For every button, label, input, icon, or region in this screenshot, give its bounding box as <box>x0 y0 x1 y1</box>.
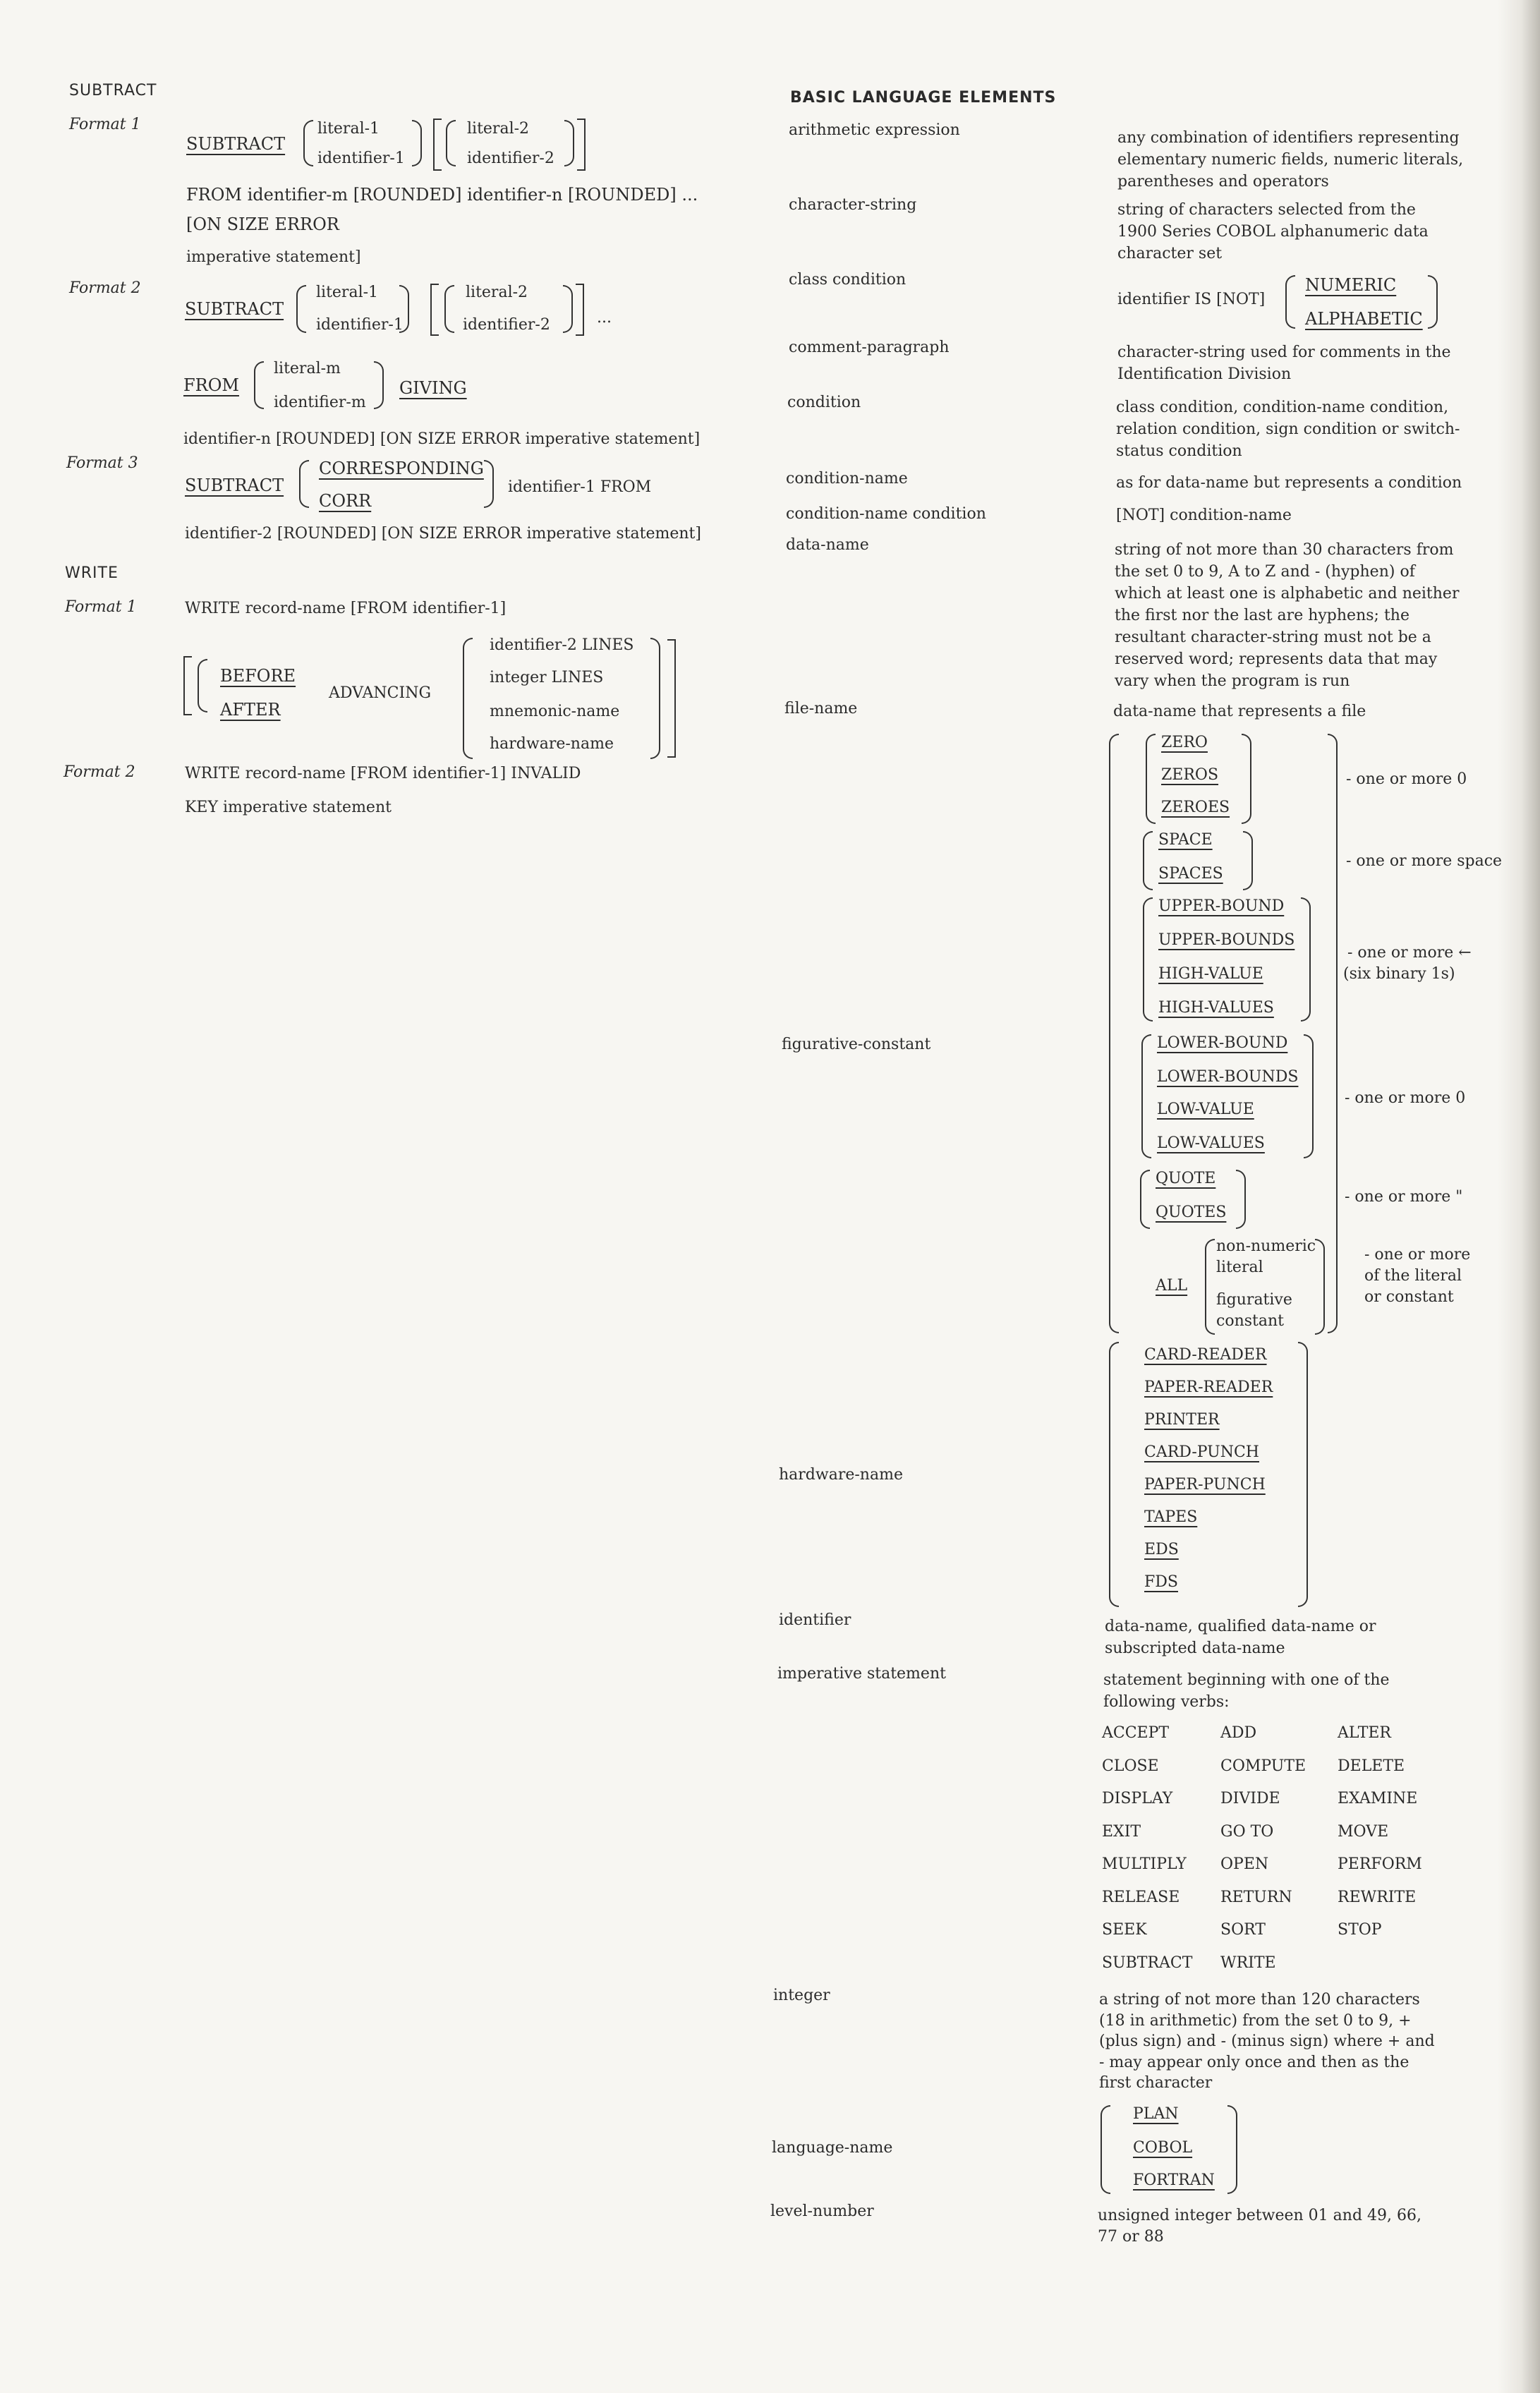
lang-fortran: FORTRAN <box>1133 2171 1215 2189</box>
format2-last-line: identifier-n [ROUNDED] [ON SIZE ERROR imperative statement] <box>183 430 701 448</box>
write-format2-label: Format 2 <box>63 763 135 781</box>
format2-label: Format 2 <box>69 279 141 297</box>
verb-cell: ACCEPT <box>1102 1724 1170 1742</box>
term-file-name: file-name <box>784 700 858 717</box>
verb-cell: EXAMINE <box>1338 1790 1418 1807</box>
verb-cell: DISPLAY <box>1102 1790 1173 1807</box>
advancing-keyword: ADVANCING <box>329 684 432 702</box>
before-keyword: BEFORE <box>220 666 296 686</box>
format3-identifier-from: identifier-1 FROM <box>508 478 652 496</box>
brace-right <box>1227 2105 1237 2194</box>
verb-cell: ADD <box>1220 1724 1257 1742</box>
basic-elements-heading: BASIC LANGUAGE ELEMENTS <box>790 89 1057 107</box>
verb-cell: RELEASE <box>1102 1888 1180 1906</box>
fig-low-value: LOW-VALUE <box>1157 1101 1254 1118</box>
fig-quotes: QUOTES <box>1156 1204 1227 1221</box>
write-heading: WRITE <box>65 564 119 582</box>
fig-upper-note-1: - one or more ← <box>1347 944 1472 962</box>
term-comment-paragraph: comment-paragraph <box>789 339 950 356</box>
fig-zero: ZERO <box>1161 734 1208 751</box>
term-arithmetic-expression: arithmetic expression <box>789 121 960 139</box>
hardware-item: PAPER-PUNCH <box>1144 1476 1266 1494</box>
format3-line2: identifier-2 [ROUNDED] [ON SIZE ERROR imperative statement] <box>185 525 701 543</box>
corresponding-keyword: CORRESPONDING <box>319 459 484 478</box>
fig-low-values: LOW-VALUES <box>1157 1134 1265 1152</box>
fig-lower-bound: LOWER-BOUND <box>1157 1034 1288 1052</box>
brace-left <box>446 120 456 166</box>
brace-right <box>1242 734 1251 824</box>
brace-right <box>564 120 574 166</box>
brace-left <box>296 285 306 333</box>
fig-all-note: - one or more of the literal or constant <box>1364 1246 1471 1306</box>
def-arithmetic-expression: any combination of identifiers representing elementary numeric fields, numeric literals, parentheses and operators <box>1117 129 1464 190</box>
fig-spaces: SPACES <box>1158 865 1223 883</box>
term-class-condition: class condition <box>789 271 907 289</box>
brace-right <box>1315 1239 1325 1335</box>
hardware-item: PRINTER <box>1144 1411 1220 1429</box>
def-comment-paragraph: character-string used for comments in the Identification Division <box>1117 344 1451 383</box>
identifier-1: identifier-1 <box>316 316 404 334</box>
advancing-option-1: identifier-2 LINES <box>490 636 634 654</box>
verb-cell: PERFORM <box>1338 1855 1422 1873</box>
hardware-item: TAPES <box>1144 1508 1198 1526</box>
subtract-keyword: SUBTRACT <box>185 299 284 319</box>
write-format2-line1: WRITE record-name [FROM identifier-1] INVALID <box>185 765 581 782</box>
brace-right <box>563 285 573 333</box>
format1-imperative: imperative statement] <box>186 248 361 266</box>
term-data-name: data-name <box>786 536 869 554</box>
fig-upper-bound: UPPER-BOUND <box>1158 897 1285 915</box>
def-imperative-statement: statement beginning with one of the following verbs: <box>1103 1671 1390 1711</box>
format1-label: Format 1 <box>69 116 141 133</box>
fig-lower-bounds: LOWER-BOUNDS <box>1157 1068 1299 1086</box>
class-condition-prefix: identifier IS [NOT] <box>1117 291 1266 308</box>
def-file-name: data-name that represents a file <box>1113 703 1366 720</box>
subtract-heading: SUBTRACT <box>69 82 157 99</box>
term-integer: integer <box>773 1987 830 2004</box>
def-integer: a string of not more than 120 characters (18 in arithmetic) from the set 0 to 9, + (plus sign) and - (minus sign) where + and - may appear only once and then as the first character <box>1099 1991 1435 2092</box>
write-format1-label: Format 1 <box>65 598 137 616</box>
brace-left <box>299 460 309 508</box>
verb-cell: ALTER <box>1338 1724 1392 1742</box>
verb-cell: GO TO <box>1220 1822 1274 1841</box>
verb-cell: MULTIPLY <box>1102 1855 1187 1873</box>
fig-zeros: ZEROS <box>1161 766 1219 784</box>
verb-cell: MOVE <box>1338 1822 1389 1841</box>
brace-left-outer <box>1109 734 1119 1333</box>
hardware-item: CARD-PUNCH <box>1144 1443 1259 1461</box>
bracket-left <box>430 284 439 336</box>
literal-1: literal-1 <box>317 120 380 138</box>
fig-zeroes: ZEROES <box>1161 799 1230 816</box>
giving-keyword: GIVING <box>399 378 467 398</box>
brace-right <box>650 638 660 759</box>
from-keyword: FROM <box>183 375 239 395</box>
fig-all-option-2: figurative constant <box>1216 1291 1292 1330</box>
term-hardware-name: hardware-name <box>779 1466 903 1484</box>
subtract-keyword: SUBTRACT <box>185 475 284 495</box>
lang-plan: PLAN <box>1133 2105 1179 2123</box>
verb-cell: RETURN <box>1220 1888 1292 1906</box>
brace-left <box>463 638 473 759</box>
brace-left <box>1143 897 1153 1022</box>
brace-left <box>1101 2105 1110 2194</box>
alphabetic-keyword: ALPHABETIC <box>1305 309 1423 329</box>
bracket-right <box>667 639 676 758</box>
brace-right <box>484 460 494 508</box>
def-condition: class condition, condition-name condition, relation condition, sign condition or switch-status condition <box>1116 399 1460 460</box>
term-language-name: language-name <box>772 2139 893 2157</box>
ellipsis: ... <box>597 309 612 327</box>
fig-upper-note-2: (six binary 1s) <box>1343 965 1455 983</box>
identifier-2: identifier-2 <box>467 150 554 167</box>
term-level-number: level-number <box>770 2203 874 2220</box>
brace-left <box>1146 734 1156 824</box>
brace-right <box>1298 1342 1308 1607</box>
def-data-name: string of not more than 30 characters from the set 0 to 9, A to Z and - (hyphen) of which at least one is alphabetic and neither the first nor the last are hyphens; the resultant character-string must not be a reserved word; represents data that may vary when the program is run <box>1115 541 1460 690</box>
term-identifier: identifier <box>779 1611 851 1629</box>
brace-left <box>254 361 264 409</box>
fig-high-values: HIGH-VALUES <box>1158 999 1274 1017</box>
identifier-2: identifier-2 <box>463 316 550 334</box>
page-edge-shadow <box>1498 0 1540 2393</box>
bracket-left <box>433 119 442 171</box>
verb-cell: REWRITE <box>1338 1888 1417 1906</box>
after-keyword: AFTER <box>220 700 281 720</box>
fig-zero-note: - one or more 0 <box>1346 770 1467 788</box>
identifier-m: identifier-m <box>274 394 366 411</box>
write-format2-line2: KEY imperative statement <box>185 799 392 816</box>
brace-left <box>1141 1034 1151 1158</box>
numeric-keyword: NUMERIC <box>1305 275 1397 295</box>
literal-m: literal-m <box>274 360 341 377</box>
format3-label: Format 3 <box>66 454 138 472</box>
fig-high-value: HIGH-VALUE <box>1158 965 1263 983</box>
fig-upper-bounds: UPPER-BOUNDS <box>1158 931 1295 949</box>
def-condition-name: as for data-name but represents a condition <box>1116 474 1462 492</box>
term-figurative-constant: figurative-constant <box>782 1036 931 1053</box>
brace-left <box>1109 1342 1119 1607</box>
format1-size-error: [ON SIZE ERROR <box>186 214 339 234</box>
fig-lower-note: - one or more 0 <box>1345 1089 1466 1107</box>
literal-2: literal-2 <box>466 284 528 301</box>
term-condition-name-condition: condition-name condition <box>786 505 986 523</box>
advancing-option-3: mnemonic-name <box>490 703 620 720</box>
bracket-left <box>183 656 192 715</box>
term-condition: condition <box>787 394 861 411</box>
brace-right <box>1301 897 1311 1022</box>
hardware-item: EDS <box>1144 1541 1179 1558</box>
verb-cell: WRITE <box>1220 1953 1276 1972</box>
brace-right <box>412 120 422 166</box>
verb-cell: EXIT <box>1102 1822 1141 1841</box>
fig-all-option-1: non-numeric literal <box>1216 1237 1316 1276</box>
verb-cell: SEEK <box>1102 1921 1147 1939</box>
def-identifier: data-name, qualified data-name or subscripted data-name <box>1105 1618 1376 1657</box>
verb-cell: SUBTRACT <box>1102 1953 1193 1972</box>
brace-left <box>444 285 454 333</box>
brace-left <box>1205 1239 1215 1335</box>
lang-cobol: COBOL <box>1133 2139 1193 2157</box>
verb-cell: SORT <box>1220 1921 1266 1939</box>
fig-all-keyword: ALL <box>1156 1277 1188 1295</box>
brace-right <box>399 285 409 333</box>
literal-1: literal-1 <box>316 284 379 301</box>
bracket-right <box>577 119 586 171</box>
hardware-item: PAPER-READER <box>1144 1379 1273 1396</box>
brace-left <box>1140 1170 1150 1229</box>
write-format1-line: WRITE record-name [FROM identifier-1] <box>185 600 507 617</box>
term-character-string: character-string <box>789 196 917 214</box>
verb-cell: DIVIDE <box>1220 1790 1280 1807</box>
hardware-item: CARD-READER <box>1144 1346 1267 1364</box>
term-condition-name: condition-name <box>786 470 908 487</box>
brace-right <box>1243 831 1253 890</box>
advancing-option-4: hardware-name <box>490 735 614 753</box>
def-condition-name-condition: [NOT] condition-name <box>1116 507 1292 524</box>
format1-from-line: FROM identifier-m [ROUNDED] identifier-n [ROUNDED] ... <box>186 185 698 205</box>
brace-right <box>1236 1170 1246 1229</box>
verb-cell: DELETE <box>1338 1757 1405 1775</box>
verb-cell: OPEN <box>1220 1855 1269 1873</box>
term-imperative-statement: imperative statement <box>777 1665 946 1683</box>
fig-space-note: - one or more space <box>1346 852 1503 870</box>
fig-space: SPACE <box>1158 831 1213 849</box>
def-level-number: unsigned integer between 01 and 49, 66, 77 or 88 <box>1098 2207 1421 2246</box>
bracket-right <box>576 284 584 336</box>
verb-cell: CLOSE <box>1102 1757 1159 1775</box>
advancing-option-2: integer LINES <box>490 669 604 686</box>
fig-quote: QUOTE <box>1156 1170 1216 1187</box>
brace-right <box>374 361 384 409</box>
corr-keyword: CORR <box>319 491 372 511</box>
verb-cell: COMPUTE <box>1220 1757 1306 1775</box>
subtract-keyword: SUBTRACT <box>186 134 286 154</box>
brace-left <box>1285 275 1295 329</box>
brace-left <box>303 120 313 166</box>
verb-cell: STOP <box>1338 1921 1382 1939</box>
brace-left <box>198 659 207 713</box>
brace-right <box>1428 275 1438 329</box>
identifier-1: identifier-1 <box>317 150 405 167</box>
brace-right <box>1304 1034 1314 1158</box>
brace-left <box>1143 831 1153 890</box>
hardware-item: FDS <box>1144 1573 1178 1591</box>
fig-quote-note: - one or more " <box>1345 1188 1463 1206</box>
literal-2: literal-2 <box>467 120 530 138</box>
def-character-string: string of characters selected from the 1900 Series COBOL alphanumeric data character set <box>1117 201 1429 262</box>
